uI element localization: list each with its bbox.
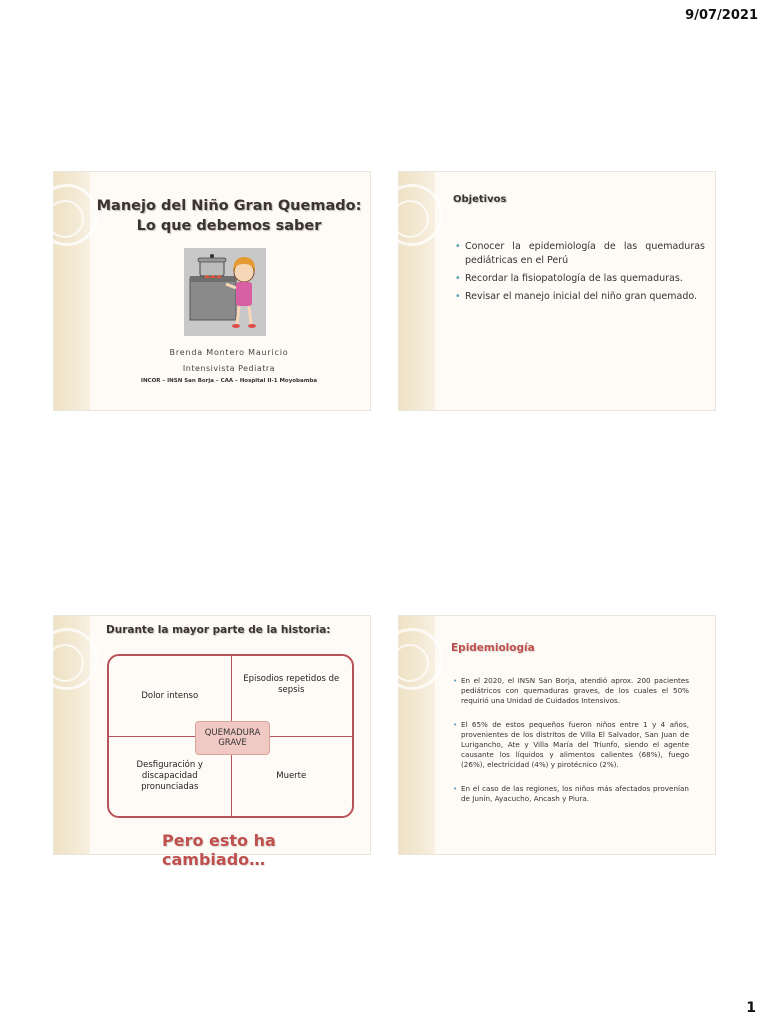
consequences-matrix <box>107 654 354 818</box>
center-label-line-1: QUEMADURA <box>204 728 261 738</box>
matrix-center-label <box>195 721 270 755</box>
slide-footer-statement: Pero esto ha cambiado… <box>162 831 276 869</box>
institutions: INCOR – INSN San Borja – CAA – Hospital II-1 Moyobamba <box>140 378 318 384</box>
list-item: • Recordar la fisiopatología de las quemaduras. <box>455 272 705 286</box>
slide-heading: Durante la mayor parte de la historia: <box>106 624 331 636</box>
author-role: Intensivista Pediatra <box>182 364 276 373</box>
slide-epidemiologia <box>398 615 716 855</box>
matrix-cell-top-right: Episodios repetidos de sepsis <box>243 674 340 695</box>
girl-cooking-illustration <box>184 248 266 336</box>
page-number: 1 <box>746 1000 756 1016</box>
epidemiology-list <box>453 676 689 818</box>
title-line-1: Manejo del Niño Gran Quemado: <box>96 198 362 214</box>
slide-objetivos <box>398 171 716 411</box>
slide-heading: Objetivos <box>453 194 507 205</box>
title-line-2: Lo que debemos saber <box>136 218 322 234</box>
slide-historia <box>53 615 371 869</box>
matrix-cell-bottom-right: Muerte <box>276 770 307 781</box>
list-item: • En el 2020, el INSN San Borja, atendió aprox. 200 pacientes pediátricos con quemaduras graves, de los cuales el 50% requirió una Unidad de Cuidados Intensivos. <box>453 676 689 706</box>
matrix-cell-top-left: Dolor intenso <box>141 690 199 701</box>
decorative-ring <box>46 644 84 682</box>
list-item: • El 65% de estos pequeños fueron niños entre 1 y 4 años, provenientes de los distritos de Villa El Salvador, San Juan de Lurigancho, Ate y Villa María del Triunfo, siendo el agente causante los líquidos y alimentos calientes (68%), fuego (26%), electricidad (4%) y pirotécnico (2%). <box>453 720 689 770</box>
author-name: Brenda Montero Mauricio <box>169 348 289 357</box>
list-item: • Revisar el manejo inicial del niño gran quemado. <box>455 290 705 304</box>
presentation-title <box>94 196 364 236</box>
decorative-ring <box>391 644 429 682</box>
print-date: 9/07/2021 <box>685 8 758 23</box>
decorative-ring <box>46 200 84 238</box>
decorative-ring <box>391 200 429 238</box>
slide-title <box>53 171 371 411</box>
list-item: • En el caso de las regiones, los niños más afectados provenían de Junín, Ayacucho, Ancash y Piura. <box>453 784 689 804</box>
list-item: • Conocer la epidemiología de las quemaduras pediátricas en el Perú <box>455 240 705 268</box>
matrix-cell-bottom-left: Desfiguración y discapacidad pronunciadas <box>136 759 203 792</box>
center-label-line-2: GRAVE <box>218 738 247 748</box>
objectives-list <box>455 240 705 308</box>
slide-heading: Epidemiología <box>451 642 535 654</box>
